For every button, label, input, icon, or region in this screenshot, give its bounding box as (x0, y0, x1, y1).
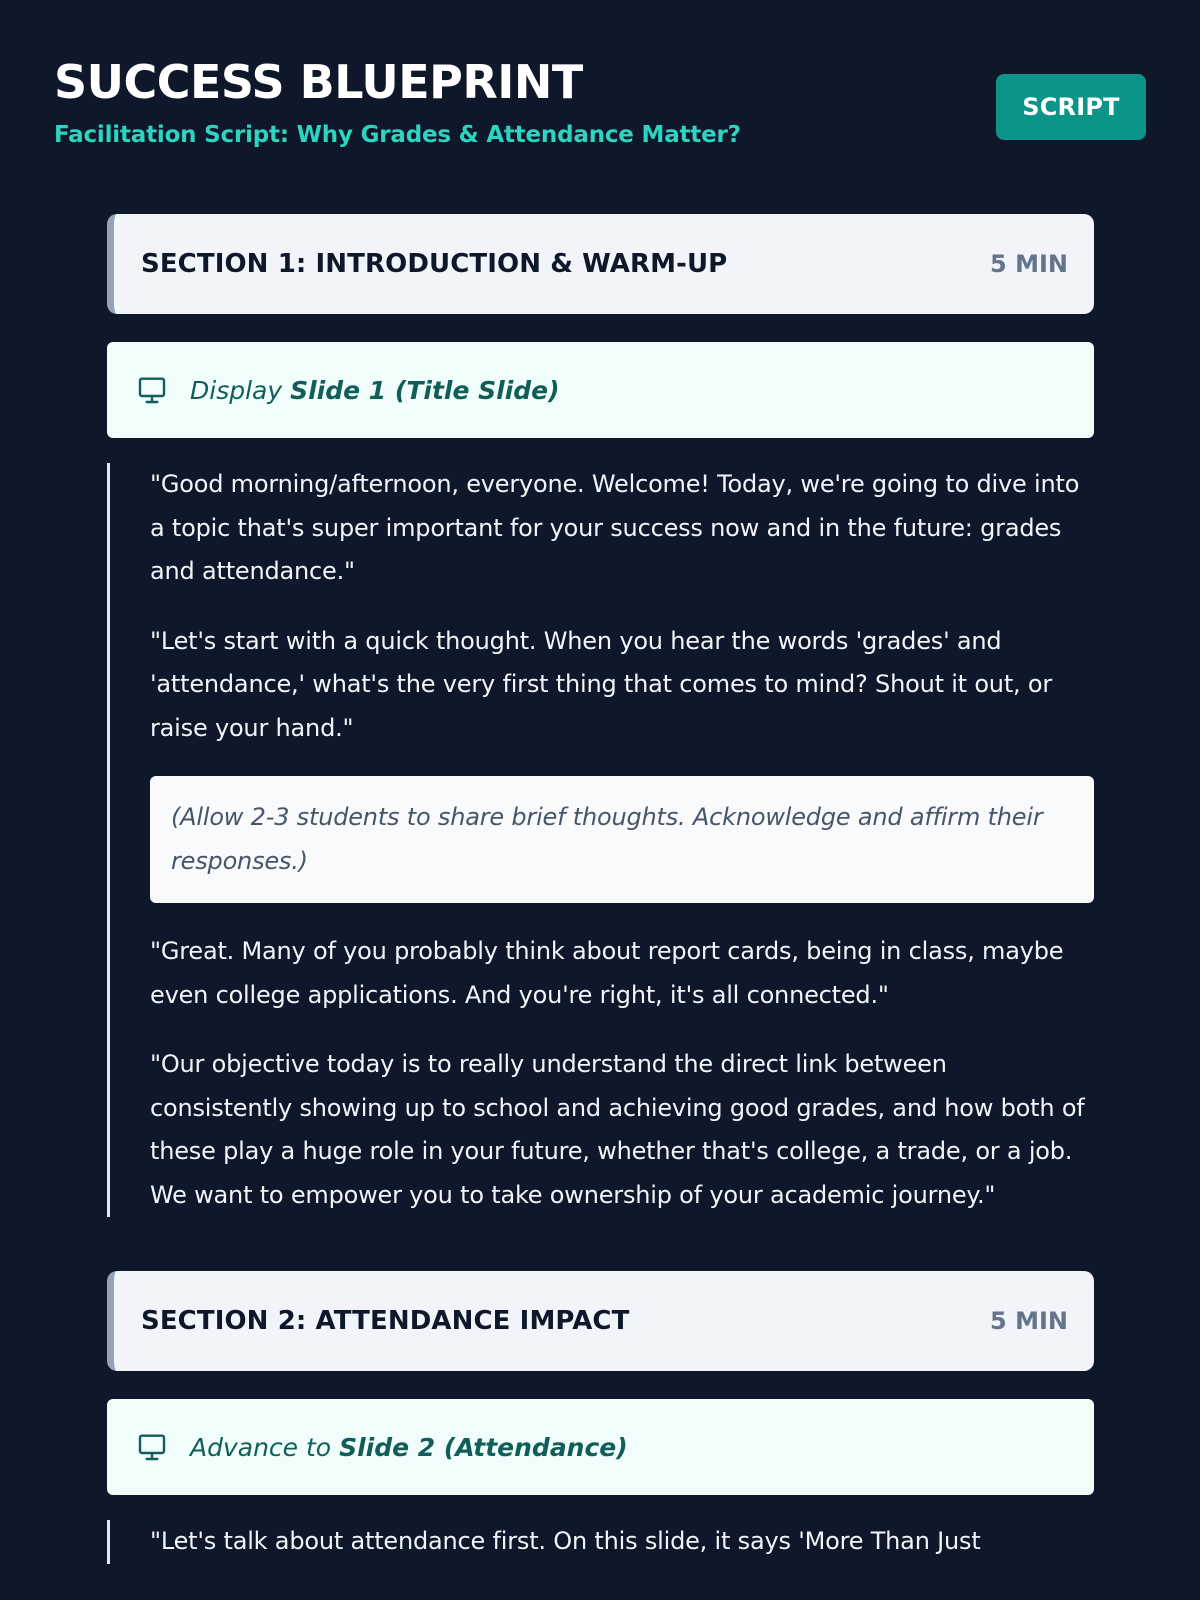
section-2 (107, 1271, 1094, 1564)
page-header (54, 52, 1146, 162)
script-paragraph: "Let's talk about attendance first. On this slide, it says 'More Than Just (150, 1527, 981, 1555)
slide-cue-text (190, 1433, 628, 1462)
script-paragraph: "Our objective today is to really understand the direct link between consistently showing up to school and achieving good grades, and how both of these play a huge role in your future, whether that's college, a trade, or a job. We want to empower you to take ownership of your academic journey." (150, 1050, 1085, 1209)
section-duration: 5 MIN (990, 250, 1068, 278)
slide-cue (107, 342, 1094, 438)
monitor-icon (136, 1431, 168, 1463)
script-content (107, 214, 1094, 1564)
section-title: SECTION 2: ATTENDANCE IMPACT (141, 1306, 630, 1336)
page-subtitle: Facilitation Script: Why Grades & Attendance Matter? (54, 122, 741, 148)
script-paragraph: "Great. Many of you probably think about report cards, being in class, maybe even college applications. And you're right, it's all connected." (150, 937, 1064, 1009)
script-block (107, 463, 1094, 1217)
slide-cue-text (190, 376, 560, 405)
section-2-header[interactable] (107, 1271, 1094, 1371)
section-1-header[interactable] (107, 214, 1094, 314)
script-block (107, 1520, 1094, 1564)
monitor-icon (136, 374, 168, 406)
slide-cue (107, 1399, 1094, 1495)
slide-cue-prefix: Display (190, 375, 291, 405)
script-badge[interactable]: SCRIPT (996, 74, 1146, 140)
script-paragraph: "Let's start with a quick thought. When you hear the words 'grades' and 'attendance,' what's the very first thing that comes to mind? Shout it out, or raise your hand." (150, 626, 1053, 742)
section-duration: 5 MIN (990, 1307, 1068, 1335)
slide-name: Slide 1 (Title Slide) (290, 375, 560, 405)
slide-cue-prefix: Advance to (190, 1432, 340, 1462)
slide-name: Slide 2 (Attendance) (339, 1432, 628, 1462)
page-title: SUCCESS BLUEPRINT (54, 55, 583, 109)
facilitator-note: (Allow 2-3 students to share brief thoughts. Acknowledge and affirm their responses.) (150, 776, 1094, 903)
script-paragraph: "Good morning/afternoon, everyone. Welcome! Today, we're going to dive into a topic that's super important for your success now and in the future: grades and attendance." (150, 470, 1080, 585)
section-title: SECTION 1: INTRODUCTION & WARM-UP (141, 249, 728, 279)
